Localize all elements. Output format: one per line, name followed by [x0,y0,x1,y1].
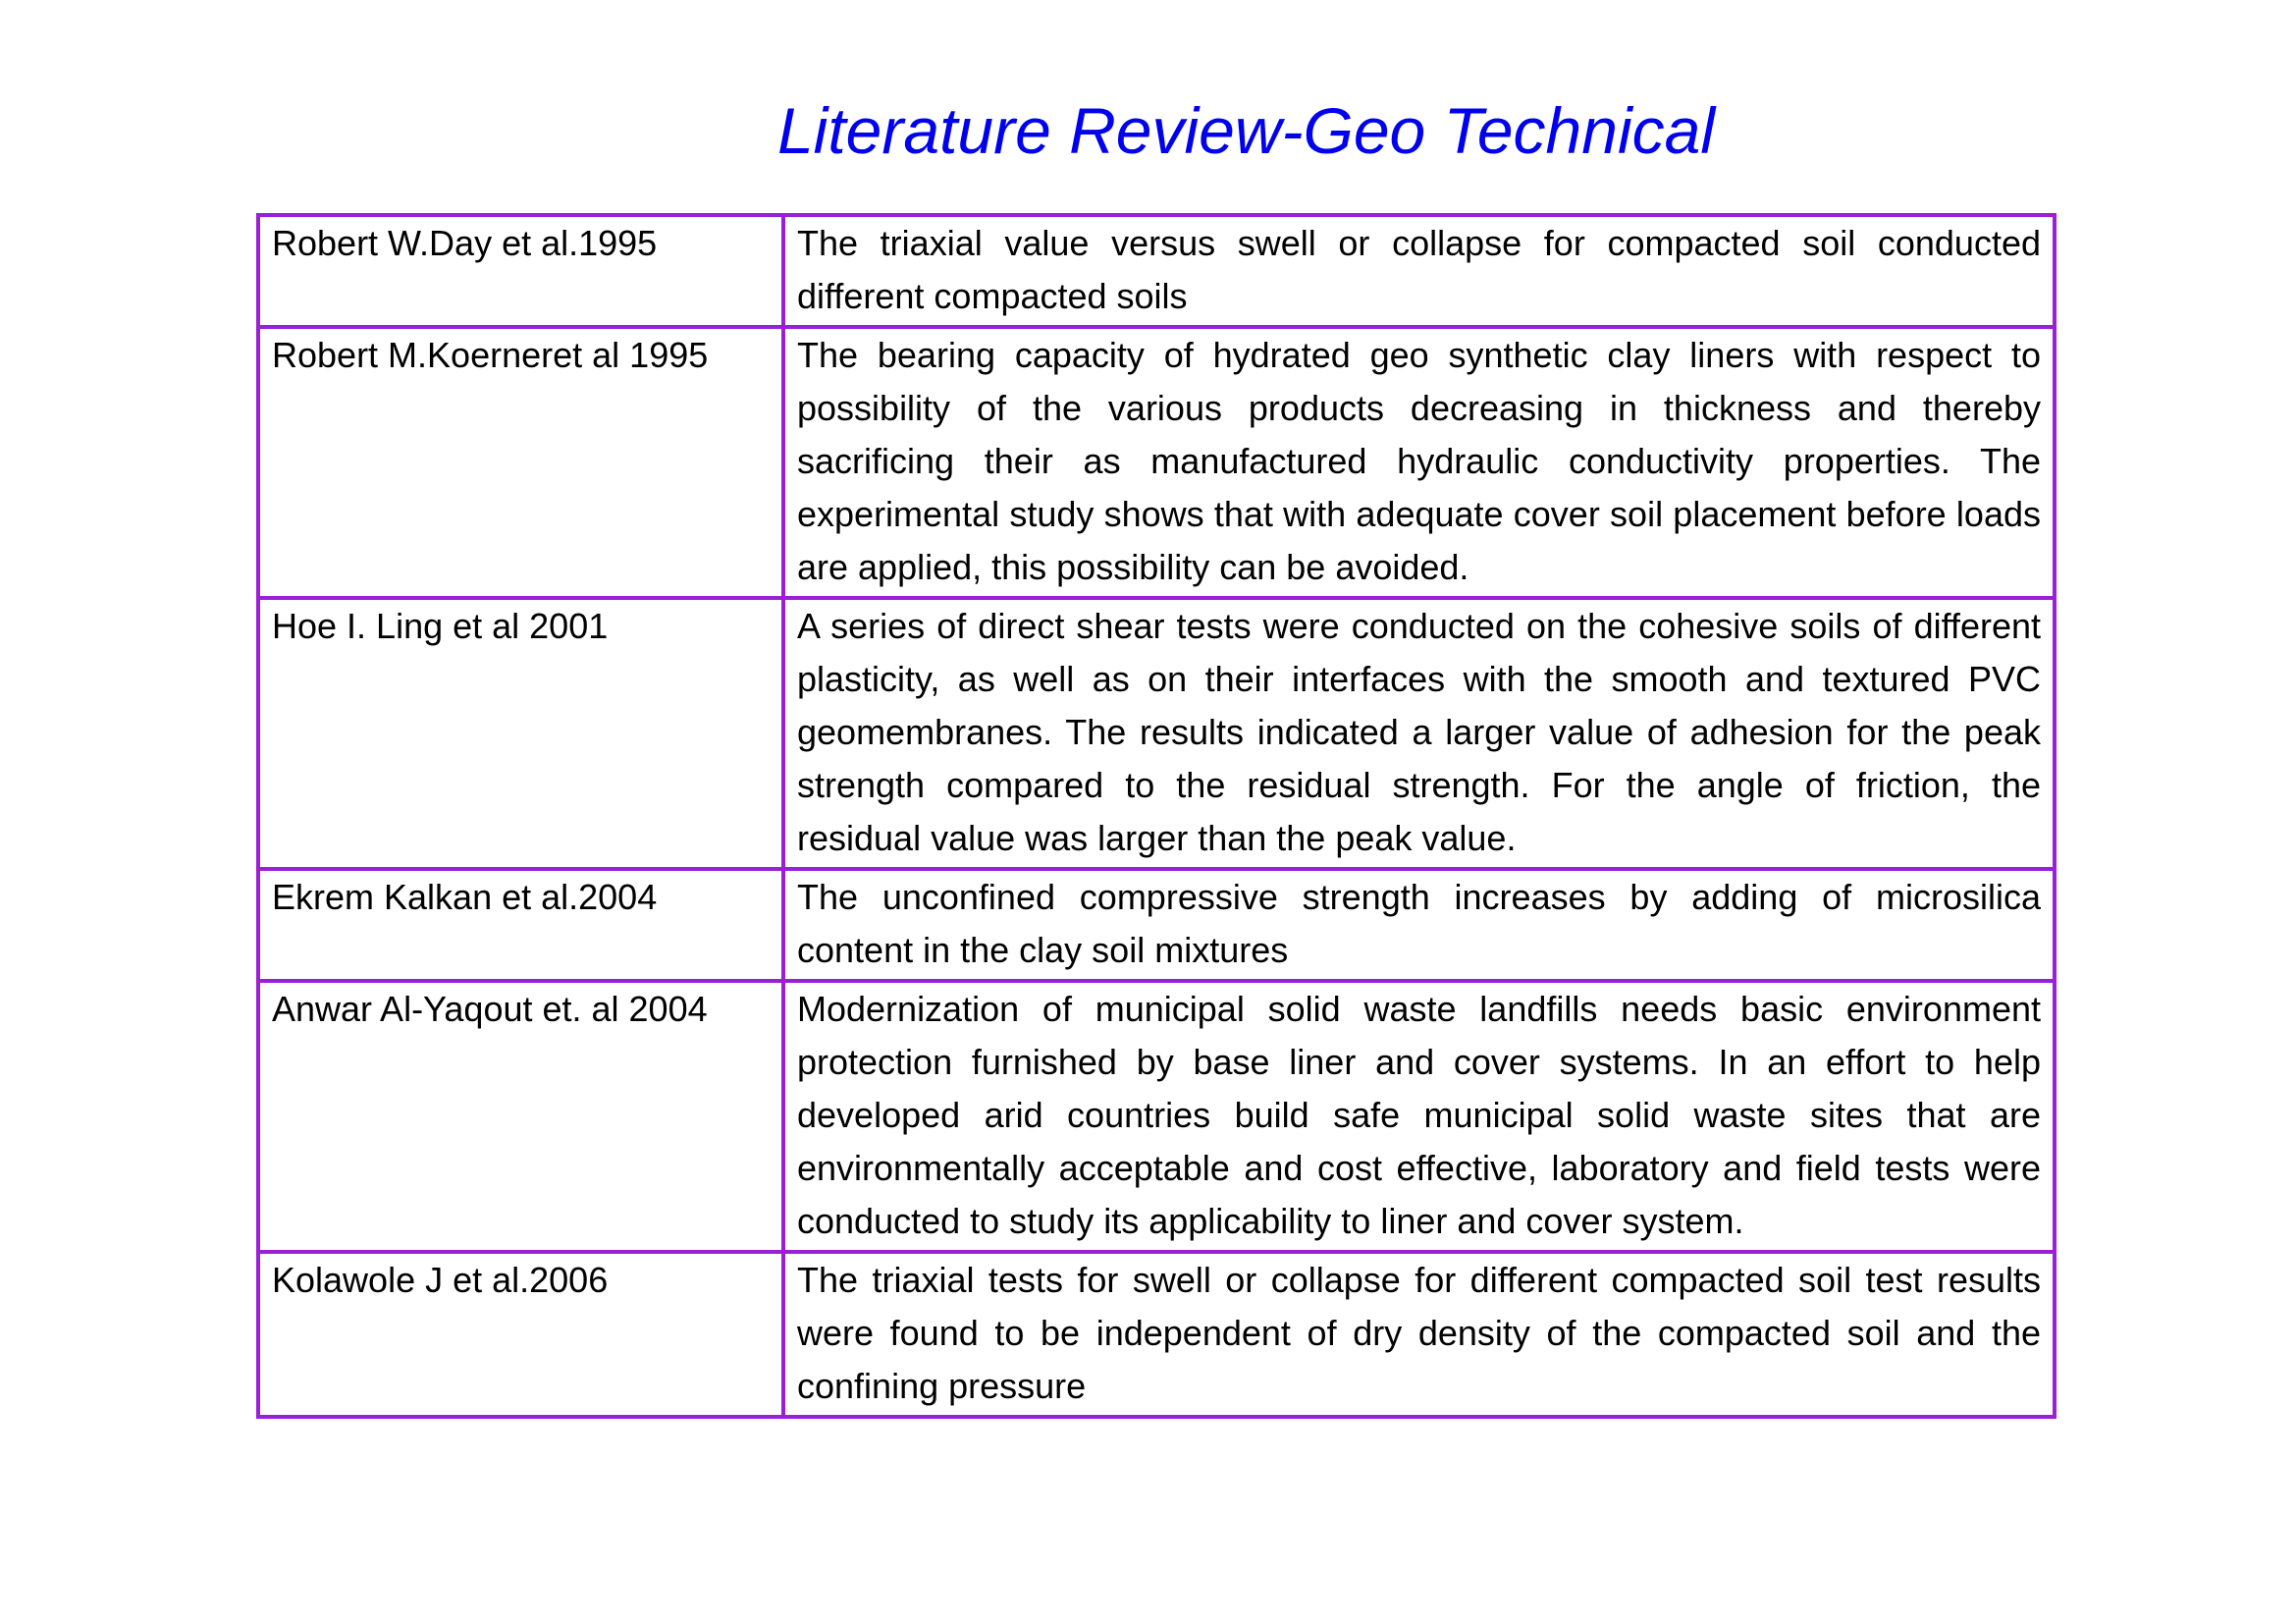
table-row [258,327,2055,598]
author-cell: Hoe I. Ling et al 2001 [258,598,783,869]
summary-cell: A series of direct shear tests were conducted on the cohesive soils of different plasticity, as well as on their interfaces with the smooth and textured PVC geomembranes. The results indicated a larger value of adhesion for the peak strength compared to the residual strength. For the angle of friction, the residual value was larger than the peak value. [783,598,2055,869]
author-cell: Robert W.Day et al.1995 [258,215,783,327]
literature-review-table [256,213,2056,1419]
table-row [258,598,2055,869]
summary-cell: The triaxial tests for swell or collapse for different compacted soil test results were found to be independent of dry density of the compacted soil and the confining pressure [783,1252,2055,1417]
table-row [258,215,2055,327]
summary-cell: The bearing capacity of hydrated geo synthetic clay liners with respect to possibility of the various products decreasing in thickness and thereby sacrificing their as manufactured hydraulic conductivity properties. The experimental study shows that with adequate cover soil placement before loads are applied, this possibility can be avoided. [783,327,2055,598]
table-row [258,981,2055,1252]
summary-cell: The unconfined compressive strength increases by adding of microsilica content in the clay soil mixtures [783,869,2055,981]
table-body [258,215,2055,1417]
page-title: Literature Review-Geo Technical [776,94,1716,167]
author-cell: Robert M.Koerneret al 1995 [258,327,783,598]
author-cell: Anwar Al-Yaqout et. al 2004 [258,981,783,1252]
table-row [258,1252,2055,1417]
summary-cell: The triaxial value versus swell or collapse for compacted soil conducted different compacted soils [783,215,2055,327]
author-cell: Kolawole J et al.2006 [258,1252,783,1417]
summary-cell: Modernization of municipal solid waste landfills needs basic environment protection furnished by base liner and cover systems. In an effort to help developed arid countries build safe municipal solid waste sites that are environmentally acceptable and cost effective, laboratory and field tests were conducted to study its applicability to liner and cover system. [783,981,2055,1252]
table-row [258,869,2055,981]
author-cell: Ekrem Kalkan et al.2004 [258,869,783,981]
